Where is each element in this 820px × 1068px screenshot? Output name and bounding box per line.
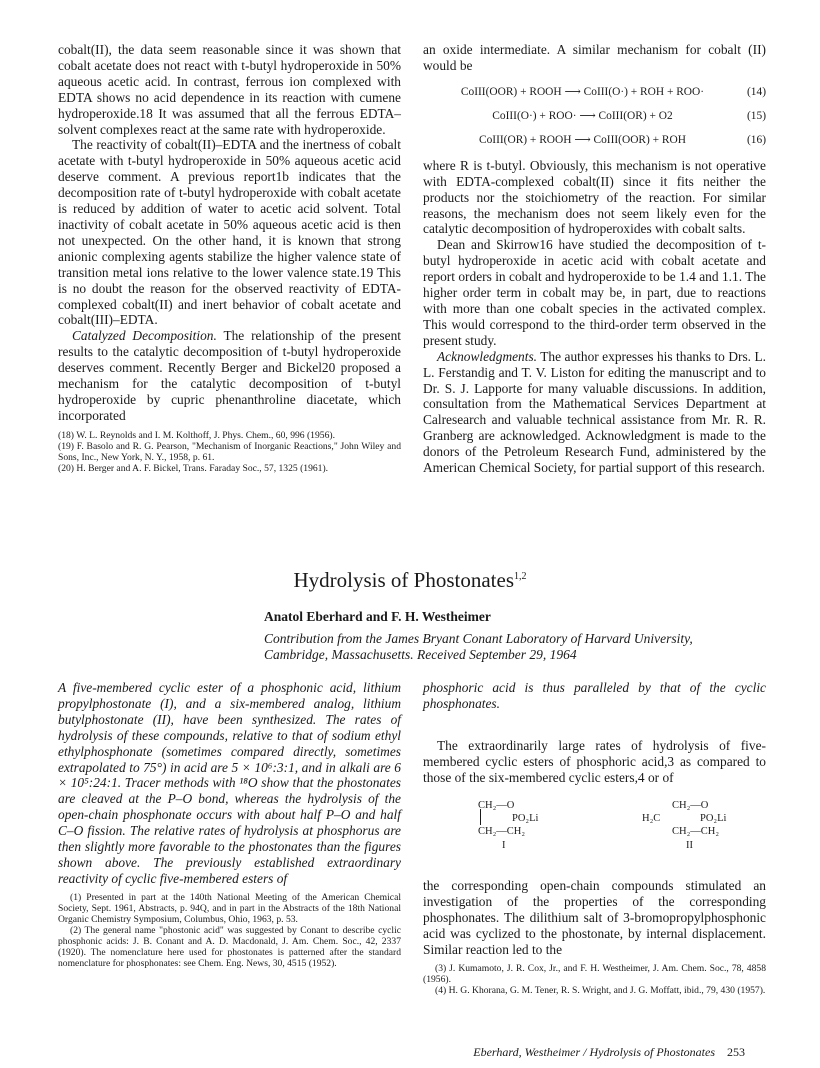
paragraph: the corresponding open-chain compounds stimulated an investigation of the properties of the corresponding phosphonates. The dilithium salt of 3-bromopropylphosphonic acid was cyclized to the phostonate, by internal displacement. Similar reaction led to the: [423, 878, 766, 957]
paragraph-heading: Acknowledgments.: [437, 348, 538, 364]
reaction-number: (16): [747, 133, 766, 146]
paragraph-heading: Catalyzed Decomposition.: [72, 328, 217, 344]
abstract-end: phosphoric acid is thus paralleled by that of the cyclic phosphonates.: [423, 680, 766, 711]
structure-text: CH₂—O: [672, 800, 709, 811]
structure-text: CH₂—CH₂: [672, 826, 719, 837]
paragraph: [58, 328, 401, 423]
title-footnote-ref: 1,2: [514, 571, 527, 582]
left-bottom-column: [58, 680, 401, 969]
footnote-4: (4) H. G. Khorana, G. M. Tener, R. S. Wright, and J. G. Moffatt, ibid., 79, 430 (1957).: [435, 984, 766, 996]
reaction-equation: CoIII(OR) + ROOH ⟶ CoIII(OOR) + ROH: [479, 133, 686, 146]
structure-II: [642, 800, 770, 852]
affiliation-line: Cambridge, Massachusetts. Received September 29, 1964: [264, 647, 577, 662]
article-title-text: Hydrolysis of Phostonates: [293, 568, 514, 592]
structure-text: PO₂Li: [512, 813, 539, 824]
affiliation-line: Contribution from the James Bryant Conant Laboratory of Harvard University,: [264, 631, 693, 646]
page-number: 253: [727, 1045, 745, 1059]
reaction-number: (14): [747, 85, 766, 98]
running-footer: Eberhard, Westheimer / Hydrolysis of Phostonates: [473, 1045, 715, 1059]
structure-text: CH₂—CH₂: [478, 826, 525, 837]
right-bottom-column: [423, 680, 766, 786]
right-bottom-column-continued: [423, 878, 766, 996]
footnote-1: (1) Presented in part at the 140th National Meeting of the American Chemical Society, Sept. 1961, Abstracts, p. 94Q, and in part in the Abstracts of the 18th National Organic Chemistry Symposium, Columbus, Ohio, 1963, p. 53.: [58, 891, 401, 925]
paragraph: [423, 349, 766, 476]
footnote-18: (18) W. L. Reynolds and I. M. Kolthoff, J. Phys. Chem., 60, 996 (1956).: [58, 429, 335, 441]
structure-text: H₂C: [642, 813, 661, 824]
left-top-column: [58, 42, 401, 474]
paragraph: where R is t-butyl. Obviously, this mechanism is not operative with EDTA-complexed cobalt(II) since it fits neither the products nor the stoichiometry of the reaction. For similar reasons, the mechanism does not seem likely even for the catalytic decomposition of hydroperoxides with cobalt salts.: [423, 157, 766, 237]
paragraph: The reactivity of cobalt(II)–EDTA and the inertness of cobalt acetate with t-butyl hydroperoxide in 50% aqueous acetic acid deserve comment. A previous report1b indicates that the decomposition rate of t-butyl hydroperoxide with cobalt acetate is reduced by addition of water to acetic acid solvent. Total inactivity of cobalt acetate in 50% aqueous acetic acid is then not unexpected. On the other hand, it is known that strong anionic complexing agents stabilize the higher valence state of transition metal ions relative to the lower valence state.19 This is no doubt the reason for the observed reactivity of EDTA-complexed cobalt(II) and inert behavior of cobalt acetate and cobalt(III)–EDTA.: [58, 137, 401, 328]
paragraph-text: The relationship of the present results to the catalytic decomposition of t-butyl hydroperoxide deserves comment. Recently Berger and Bickel20 proposed a mechanism for the catalytic decomposition of t-butyl hydroperoxide by cupric phenanthroline diacetate, which incorporated: [58, 328, 402, 423]
paragraph: The extraordinarily large rates of hydrolysis of five-membered cyclic esters of phosphoric acid,3 as compared to those of the six-membered cyclic esters,4 or of: [423, 737, 766, 785]
footnote-3: (3) J. Kumamoto, J. R. Cox, Jr., and F. H. Westheimer, J. Am. Chem. Soc., 78, 4858 (1956).: [423, 962, 766, 985]
paragraph-text: The author expresses his thanks to Drs. L. L. Ferstandig and T. V. Liston for editing the manuscript and to Dr. S. J. Lapporte for many valuable discussions. In addition, consultation from the Mathematical Services Department at Calresearch and valuable technical assistance from Mr. R. R. Granberg are acknowledged. Acknowledgment is made to the donors of the Petroleum Research Fund, administered by the American Chemical Society, for partial support of this research.: [423, 348, 766, 476]
reaction-14: [423, 82, 766, 102]
right-top-column: [423, 42, 766, 476]
structure-label: I: [502, 840, 506, 851]
reaction-15: [423, 106, 766, 126]
structure-I: [478, 800, 578, 852]
paragraph: an oxide intermediate. A similar mechanism for cobalt (II) would be: [423, 42, 766, 73]
structure-text: PO₂Li: [700, 813, 727, 824]
footnote-2: (2) The general name "phostonic acid" was suggested by Conant to describe cyclic phosphonic acids: J. B. Conant and A. D. Macdonald, J. Am. Chem. Soc., 42, 2337 (1920). The nomenclature here used for phostonates is patterned after the standard nomenclature for phosphonates: see Chem. Eng. News, 30, 4515 (1952).: [58, 925, 401, 970]
article-title: [0, 565, 820, 592]
abstract: A five-membered cyclic ester of a phosphonic acid, lithium propylphostonate (I), and a six-membered analog, lithium butylphostonate (II), have been synthesized. The rates of hydrolysis of these compounds, relative to that of sodium ethyl ethylphosphonate (sometimes compared directly, sometimes extrapolated to 75°) in acid are 5 × 10⁶:3:1, and in alkali are 6 × 10⁵:24:1. Tracer methods with ¹⁸O show that the phostonates are cleaved at the P–O bond, whereas the hydrolysis of the open-chain phosphonate occurs with about half P–O and half C–O fission. The relative rates of hydrolysis at phosphorus are then slightly more favorable to the phostonates than the figures shown above. The previously established extraordinary reactivity of cyclic five-membered esters of: [58, 680, 401, 886]
footnote-19: (19) F. Basolo and R. G. Pearson, "Mechanism of Inorganic Reactions," John Wiley and Sons, Inc., New York, N. Y., 1958, p. 61.: [58, 440, 401, 463]
paragraph: Dean and Skirrow16 have studied the decomposition of t-butyl hydroperoxide in acetic acid with cobalt acetate and report orders in cobalt and hydroperoxide to be 1.4 and 1.1. The higher order term in cobalt may be, in part, due to reactions with more than one cobalt species in the activated complex. This would correspond to the third-order term observed in the present study.: [423, 237, 766, 348]
reaction-number: (15): [747, 109, 766, 122]
reaction-equation: CoIII(OOR) + ROOH ⟶ CoIII(O·) + ROH + ROO·: [460, 85, 705, 98]
article-authors: Anatol Eberhard and F. H. Westheimer: [264, 609, 491, 624]
paragraph: cobalt(II), the data seem reasonable since it was shown that cobalt acetate does not react with t-butyl hydroperoxide in 50% aqueous acetic acid. In contrast, ferrous ion complexed with EDTA shows no acid dependence in its reaction with cumene hydroperoxide.18 It was assumed that all the ferrous EDTA–solvent complexes react at the same rate with hydroperoxide.: [58, 42, 401, 137]
footnote-20: (20) H. Berger and A. F. Bickel, Trans. Faraday Soc., 57, 1325 (1961).: [58, 463, 329, 475]
reaction-equation: CoIII(O·) + ROO· ⟶ CoIII(OR) + O2: [492, 109, 673, 122]
article-affiliation: [264, 631, 784, 663]
reaction-16: [423, 130, 766, 150]
structure-label: II: [686, 840, 693, 851]
structure-text: CH₂—O: [478, 800, 515, 811]
